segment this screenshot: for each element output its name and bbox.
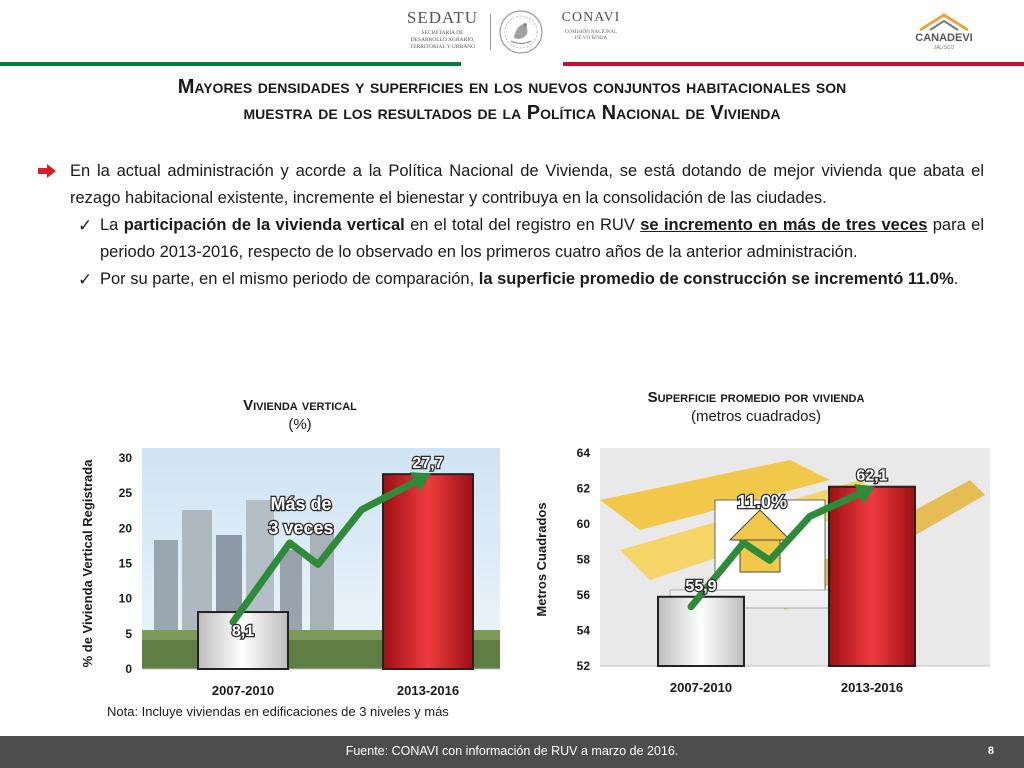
bullet-sub-1 xyxy=(38,212,984,266)
x-tick-label: 2013-2016 xyxy=(840,680,904,695)
y-tick-label: 58 xyxy=(576,552,590,567)
slide-title xyxy=(60,74,964,126)
bullet-sub-2 xyxy=(38,266,984,293)
y-tick-label: 25 xyxy=(118,486,132,501)
national-seal-icon xyxy=(497,8,545,56)
header-divider xyxy=(490,14,491,50)
sedatu-logo xyxy=(395,8,490,56)
y-tick-label: 20 xyxy=(118,521,132,536)
sub1-text-a: La xyxy=(100,216,124,234)
x-tick-label: 2007-2010 xyxy=(669,680,733,695)
y-tick-label: 52 xyxy=(576,659,590,673)
x-tick-label: 2007-2010 xyxy=(211,683,275,698)
conavi-name: CONAVI xyxy=(561,10,621,25)
sub1-text-c: para el periodo 2013-2016, respecto de lo observado en los primeros cuatro años de la anterior administración. xyxy=(100,216,984,261)
footer-bar xyxy=(0,736,1024,768)
chart-superficie-promedio xyxy=(530,440,1000,705)
chart2-subtitle: (metros cuadrados) xyxy=(690,408,822,425)
y-tick-label: 54 xyxy=(576,623,590,638)
chart-annotation: 3 veces xyxy=(268,518,334,538)
chart2-title xyxy=(596,388,916,426)
sub1-bold: participación de la vivienda vertical xyxy=(123,216,405,234)
title-line-1: Mayores densidades y superficies en los nuevos conjuntos habitacionales son xyxy=(177,76,847,98)
value-label: 55,9 xyxy=(685,577,717,595)
y-axis-label: % de Vivienda Vertical Registrada xyxy=(80,459,95,668)
canadevi-name: CANADEVI xyxy=(915,32,973,44)
red-arrow-bullet-icon xyxy=(38,164,56,178)
bar-2007-2010 xyxy=(658,597,744,666)
y-tick-label: 64 xyxy=(576,446,590,460)
title-line-2: muestra de los resultados de la Política Nacional de Vivienda xyxy=(243,102,781,124)
canadevi-roof-icon xyxy=(916,12,972,32)
sub2-text-b: . xyxy=(953,270,959,288)
page-number: 8 xyxy=(987,745,994,757)
chart-annotation: 11.0% xyxy=(736,492,788,512)
y-tick-label: 5 xyxy=(125,626,132,641)
conavi-logo xyxy=(556,10,626,50)
sedatu-subtitle: SECRETARÍA DE DESARROLLO AGRARIO, TERRITORIAL Y URBANO xyxy=(409,30,476,50)
chart-annotation: Más de xyxy=(270,494,332,514)
checkmark-icon: ✓ xyxy=(78,216,93,235)
y-tick-label: 56 xyxy=(576,588,590,602)
y-axis-label: Metros Cuadrados xyxy=(534,502,549,617)
y-tick-label: 15 xyxy=(118,556,132,571)
value-label: 8,1 xyxy=(231,623,255,641)
bar-2013-2016 xyxy=(383,474,473,669)
y-tick-label: 0 xyxy=(125,662,132,676)
tricolor-stripe xyxy=(0,62,1024,66)
checkmark-icon: ✓ xyxy=(78,270,93,289)
chart-vivienda-vertical xyxy=(70,440,510,705)
y-tick-label: 30 xyxy=(118,451,132,465)
y-tick-label: 62 xyxy=(576,481,590,496)
y-tick-label: 10 xyxy=(118,591,132,606)
bar-2013-2016 xyxy=(829,487,915,666)
sub2-text-a: Por su parte, en el mismo periodo de comparación, xyxy=(100,270,479,288)
x-tick-label: 2013-2016 xyxy=(396,683,460,698)
canadevi-subtitle: JALISCO xyxy=(933,45,955,51)
chart2-title-text: Superficie promedio por vivienda xyxy=(647,389,865,406)
sub1-text-b: en el total del registro en RUV xyxy=(404,216,641,234)
bullet-main xyxy=(38,158,984,212)
bullet-list xyxy=(38,158,984,293)
value-label: 27,7 xyxy=(412,455,444,473)
sub1-underlined: se incremento en más de tres veces xyxy=(640,216,928,234)
canadevi-logo xyxy=(908,12,980,56)
bar-2007-2010 xyxy=(198,612,288,669)
sedatu-name: SEDATU xyxy=(406,8,479,27)
slide-header xyxy=(0,0,1024,64)
conavi-subtitle: COMISIÓN NACIONAL DE VIVIENDA xyxy=(564,30,618,41)
bullet-main-text: En la actual administración y acorde a la Política Nacional de Vivienda, se está dotando de mejor vivienda que abata el rezago habitacional existente, incremente el bienestar y contribuya en la consolidación de las ciudades. xyxy=(70,162,984,207)
sub2-bold: la superficie promedio de construcción se incrementó 11.0% xyxy=(478,270,954,288)
chart1-title-text: Vivienda vertical xyxy=(243,397,357,414)
y-tick-label: 60 xyxy=(576,517,590,531)
chart1-subtitle: (%) xyxy=(288,416,312,433)
value-label: 62,1 xyxy=(856,467,888,485)
footer-source: Fuente: CONAVI con información de RUV a marzo de 2016. xyxy=(345,744,679,758)
chart1-title xyxy=(200,396,400,434)
chart-note: Nota: Incluye viviendas en edificaciones de 3 niveles y más xyxy=(107,704,449,719)
